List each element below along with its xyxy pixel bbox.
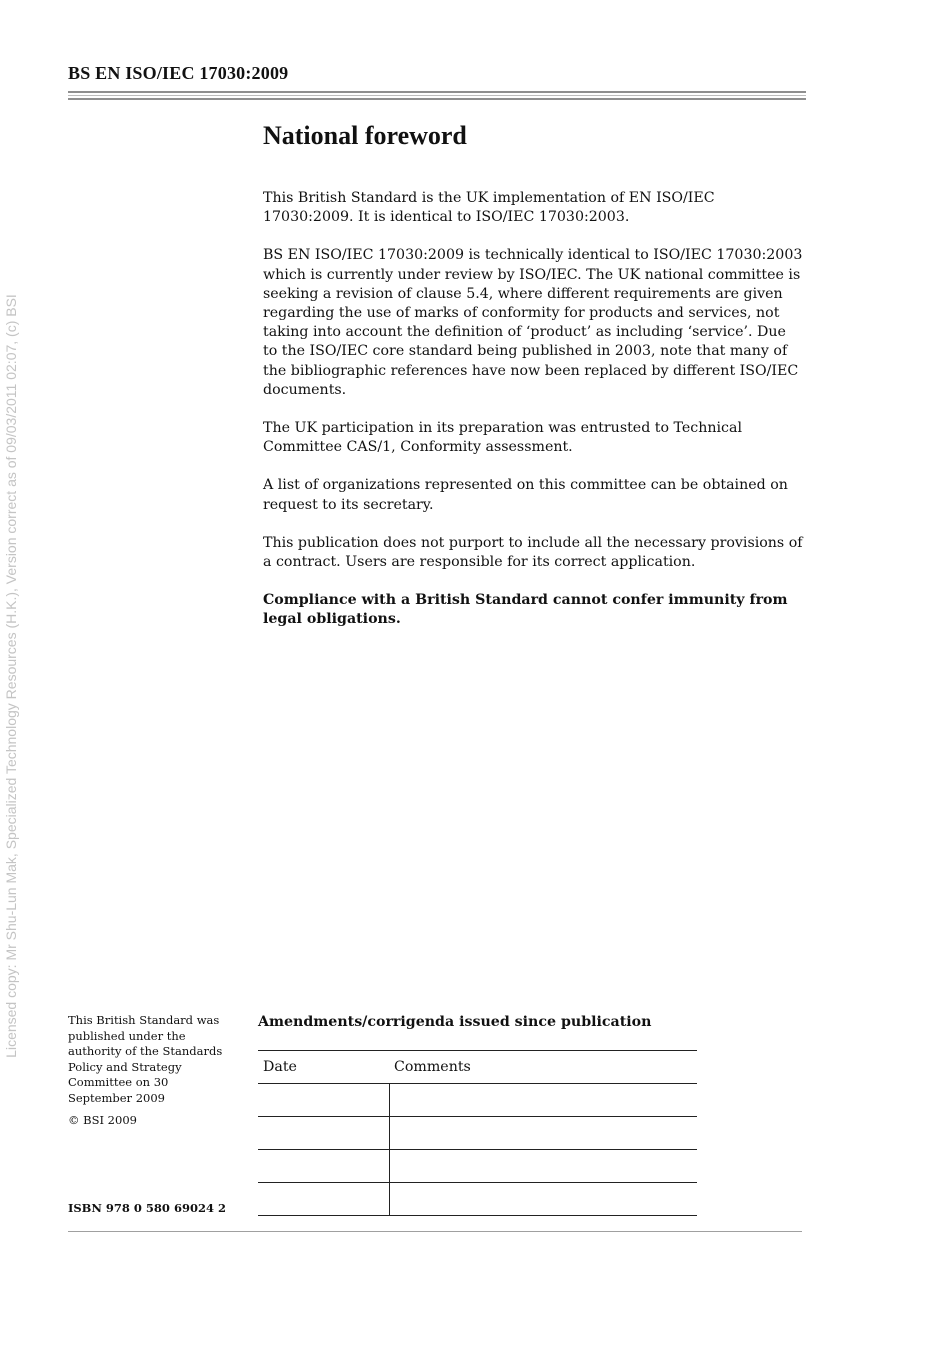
table-row	[258, 1183, 697, 1216]
comments-cell	[389, 1150, 697, 1183]
table-row	[258, 1117, 697, 1150]
table-row	[258, 1150, 697, 1183]
copyright-notice: © BSI 2009	[68, 1113, 137, 1127]
amendments-title: Amendments/corrigenda issued since publication	[258, 1014, 652, 1030]
column-header-comments: Comments	[389, 1051, 697, 1084]
amendments-table	[258, 1050, 697, 1216]
license-watermark	[0, 0, 22, 1345]
comments-cell	[389, 1084, 697, 1117]
foreword-paragraph: The UK participation in its preparation was entrusted to Technical Committee CAS/1, Conformity assessment.	[263, 420, 742, 456]
column-header-date: Date	[258, 1051, 389, 1084]
foreword-paragraph: BS EN ISO/IEC 17030:2009 is technically identical to ISO/IEC 17030:2003 which is currently under review by ISO/IEC. The UK national committee is seeking a revision of clause 5.4, where different requirements are given regarding the use of marks of conformity for products and services, not taking into account the definition of ‘product’ as including ‘service’. Due to the ISO/IEC core standard being published in 2003, note that many of the bibliographic references have now been replaced by different ISO/IEC documents.	[263, 247, 803, 398]
date-cell	[258, 1084, 389, 1117]
foreword-paragraph: This publication does not purport to include all the necessary provisions of a contract. Users are responsible for its correct application.	[263, 534, 803, 571]
footer-divider	[68, 1231, 802, 1232]
publication-authority-note: This British Standard was published under the authority of the Standards Policy and Strategy Committee on 30 September 2009	[68, 1013, 223, 1105]
comments-cell	[389, 1117, 697, 1150]
foreword-paragraph: This British Standard is the UK implementation of EN ISO/IEC 17030:2009. It is identical to ISO/IEC 17030:2003.	[263, 190, 715, 226]
document-identifier: BS EN ISO/IEC 17030:2009	[68, 63, 289, 83]
date-cell	[258, 1150, 389, 1183]
date-cell	[258, 1117, 389, 1150]
amendments-header-row	[258, 1051, 697, 1084]
foreword-body	[263, 189, 803, 649]
comments-cell	[389, 1183, 697, 1216]
date-cell	[258, 1183, 389, 1216]
table-row	[258, 1084, 697, 1117]
isbn-number: ISBN 978 0 580 69024 2	[68, 1201, 226, 1215]
foreword-paragraph: A list of organizations represented on this committee can be obtained on request to its secretary.	[263, 477, 788, 513]
page-title: National foreword	[263, 121, 467, 150]
license-watermark-text: Licensed copy: Mr Shu-Lun Mak, Specialized Technology Resources (H.K.), Version correct as of 09/03/2011 02:07, (c) BSI	[3, 294, 19, 1058]
compliance-statement: Compliance with a British Standard cannot confer immunity from legal obligations.	[263, 592, 788, 628]
header-divider	[68, 91, 806, 100]
